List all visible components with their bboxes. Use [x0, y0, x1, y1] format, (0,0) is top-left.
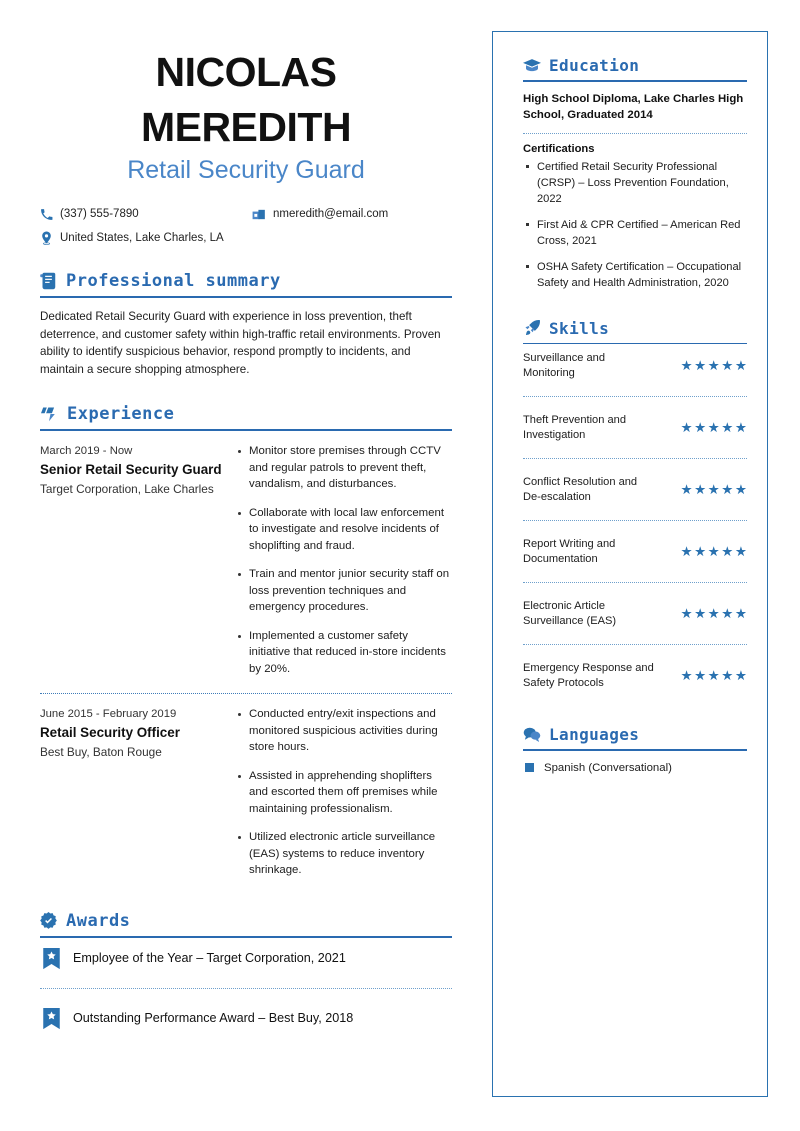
skill-item	[523, 530, 747, 573]
chat-bubbles-icon	[523, 726, 541, 743]
star-icon: ★	[734, 668, 747, 684]
star-icon: ★	[707, 606, 720, 622]
skill-name: Theft Prevention and Investigation	[523, 414, 626, 441]
experience-meta	[40, 443, 236, 677]
star-icon: ★	[680, 358, 693, 374]
skill-rating-stars	[680, 421, 747, 435]
star-icon: ★	[680, 544, 693, 560]
star-icon: ★	[734, 358, 747, 374]
skill-name: Report Writing and Documentation	[523, 538, 616, 565]
skill-name: Emergency Response and Safety Protocols	[523, 662, 654, 689]
star-icon: ★	[694, 358, 707, 374]
skill-separator	[523, 396, 747, 397]
star-icon: ★	[694, 544, 707, 560]
skill-name: Surveillance and Monitoring	[523, 352, 606, 379]
languages-heading-row	[523, 725, 747, 744]
experience-entry	[40, 443, 452, 677]
email-value: nmeredith@email.com	[273, 208, 389, 220]
contact-location	[40, 231, 252, 245]
right-column	[492, 31, 768, 1097]
star-icon: ★	[721, 482, 734, 498]
star-icon: ★	[721, 358, 734, 374]
location-icon	[40, 231, 53, 245]
award-item	[40, 998, 452, 1039]
list-item: Implemented a customer safety initiative that reduced in-store incidents by 20%.	[236, 628, 452, 678]
contact-email	[252, 207, 452, 221]
star-icon: ★	[680, 420, 693, 436]
awards-heading-row	[40, 911, 452, 931]
star-icon: ★	[734, 544, 747, 560]
skill-item	[523, 592, 747, 635]
education-heading: Education	[549, 56, 640, 75]
skill-separator	[523, 458, 747, 459]
star-icon: ★	[734, 482, 747, 498]
language-item	[523, 751, 747, 776]
award-item	[40, 938, 452, 979]
experience-separator	[40, 693, 452, 694]
experience-heading: Experience	[67, 404, 175, 424]
section-professional-summary	[40, 271, 452, 378]
skill-separator	[523, 644, 747, 645]
summary-text: Dedicated Retail Security Guard with experience in loss prevention, theft deterrence, and customer safety within high-traffic retail environments. Proven ability to identify suspicious behavior, respond promptly to incidents, and maintain a secure shopping atmosphere.	[40, 310, 441, 376]
skill-item	[523, 406, 747, 449]
ribbon-star-icon	[42, 948, 61, 970]
skill-rating-stars	[680, 669, 747, 683]
star-icon: ★	[694, 606, 707, 622]
experience-company: Target Corporation, Lake Charles	[40, 482, 214, 496]
education-degree: High School Diploma, Lake Charles High School, Graduated 2014	[523, 92, 744, 121]
star-icon: ★	[734, 606, 747, 622]
list-item: OSHA Safety Certification – Occupational Safety and Health Administration, 2020	[523, 259, 747, 291]
star-icon: ★	[694, 420, 707, 436]
skills-heading: Skills	[549, 318, 610, 338]
star-icon: ★	[694, 668, 707, 684]
skill-rating-stars	[680, 483, 747, 497]
education-divider	[523, 80, 747, 82]
skill-separator	[523, 520, 747, 521]
skill-separator	[523, 582, 747, 583]
star-icon: ★	[707, 420, 720, 436]
flag-icon	[40, 406, 58, 422]
summary-heading: Professional summary	[66, 271, 281, 291]
experience-role: Senior Retail Security Guard	[40, 462, 222, 477]
education-heading-row	[523, 56, 747, 75]
graduation-cap-icon	[523, 58, 541, 73]
experience-company: Best Buy, Baton Rouge	[40, 745, 162, 759]
experience-entry	[40, 706, 452, 879]
email-icon	[252, 208, 266, 221]
skill-name: Conflict Resolution and De-escalation	[523, 476, 638, 503]
certifications-list	[523, 159, 747, 291]
experience-date: June 2015 - February 2019	[40, 708, 177, 720]
star-icon: ★	[707, 668, 720, 684]
star-icon: ★	[721, 420, 734, 436]
languages-heading: Languages	[549, 725, 640, 744]
first-name: NICOLAS	[155, 49, 337, 95]
skill-item	[523, 344, 747, 387]
list-item: Assisted in apprehending shoplifters and escorted them off premises while maintaining professionalism.	[236, 768, 452, 818]
rocket-icon	[523, 319, 541, 337]
star-icon: ★	[707, 358, 720, 374]
list-item: Collaborate with local law enforcement to investigate and resolve incidents of shoplifting and fraud.	[236, 505, 452, 555]
skill-item	[523, 654, 747, 697]
badge-check-icon	[40, 912, 57, 929]
experience-heading-row	[40, 404, 452, 424]
experience-meta	[40, 706, 236, 879]
list-item: First Aid & CPR Certified – American Red Cross, 2021	[523, 217, 747, 249]
star-icon: ★	[721, 606, 734, 622]
star-icon: ★	[721, 668, 734, 684]
location-value: United States, Lake Charles, LA	[60, 232, 224, 244]
skill-rating-stars	[680, 545, 747, 559]
experience-bullets	[236, 443, 452, 677]
star-icon: ★	[721, 544, 734, 560]
list-item: Utilized electronic article surveillance (EAS) systems to reduce inventory shrinkage.	[236, 829, 452, 879]
awards-separator	[40, 988, 452, 989]
scroll-icon	[40, 272, 57, 290]
list-item: Train and mentor junior security staff on loss prevention techniques and emergency procedures.	[236, 566, 452, 616]
section-education	[523, 56, 747, 291]
left-column	[40, 40, 452, 1039]
summary-heading-row	[40, 271, 452, 291]
skills-heading-row	[523, 319, 747, 338]
section-experience	[40, 404, 452, 879]
skill-rating-stars	[680, 359, 747, 373]
list-item: Monitor store premises through CCTV and regular patrols to prevent theft, vandalism, and disturbances.	[236, 443, 452, 493]
contact-phone	[40, 207, 252, 221]
experience-date: March 2019 - Now	[40, 445, 133, 457]
contact-info	[40, 207, 452, 245]
star-icon: ★	[680, 606, 693, 622]
star-icon: ★	[680, 482, 693, 498]
skill-item	[523, 468, 747, 511]
certifications-label: Certifications	[523, 142, 595, 155]
list-item: Certified Retail Security Professional (CRSP) – Loss Prevention Foundation, 2022	[523, 159, 747, 207]
phone-value: (337) 555-7890	[60, 208, 139, 220]
list-item: Conducted entry/exit inspections and monitored suspicious activities during store hours.	[236, 706, 452, 756]
ribbon-star-icon	[42, 1008, 61, 1030]
last-name: MEREDITH	[140, 104, 352, 150]
phone-icon	[40, 208, 53, 221]
star-icon: ★	[680, 668, 693, 684]
award-text: Employee of the Year – Target Corporation, 2021	[73, 951, 346, 965]
section-skills	[523, 319, 747, 698]
skill-name: Electronic Article Surveillance (EAS)	[523, 600, 617, 627]
star-icon: ★	[707, 482, 720, 498]
section-awards	[40, 911, 452, 1039]
education-separator	[523, 133, 747, 134]
skill-rating-stars	[680, 607, 747, 621]
experience-bullets	[236, 706, 452, 879]
summary-divider	[40, 296, 452, 298]
experience-role: Retail Security Officer	[40, 725, 180, 740]
star-icon: ★	[694, 482, 707, 498]
experience-divider	[40, 429, 452, 431]
section-languages	[523, 725, 747, 776]
awards-heading: Awards	[66, 910, 131, 931]
square-bullet-icon	[525, 763, 534, 772]
star-icon: ★	[707, 544, 720, 560]
page-title: Retail Security Guard	[127, 156, 365, 184]
star-icon: ★	[734, 420, 747, 436]
award-text: Outstanding Performance Award – Best Buy, 2018	[73, 1011, 354, 1025]
language-name: Spanish (Conversational)	[544, 761, 672, 774]
